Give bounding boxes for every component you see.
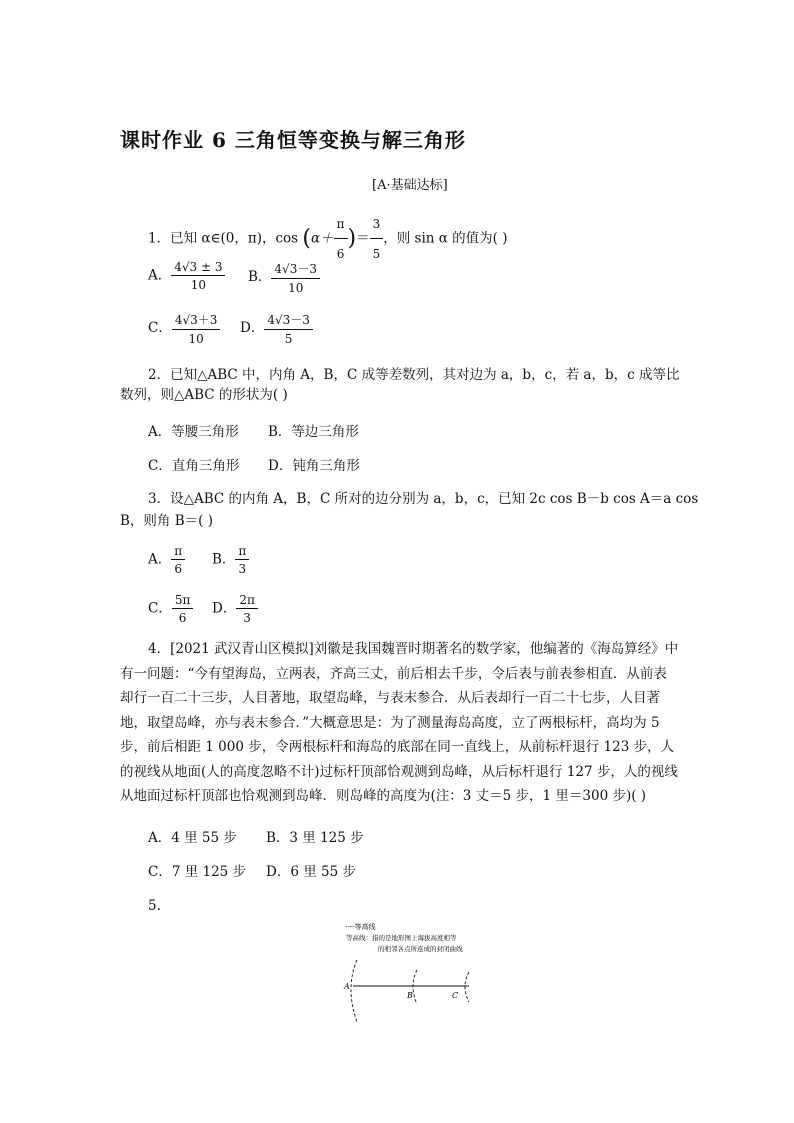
question-4-text: 4．[2021 武汉青山区模拟]刘徽是我国魏晋时期著名的数学家，他编著的《海岛算经》中有一问题：“今有望海岛，立两表，齐高三丈，前后相去千步，令后表与前表参相直．从前表却行一百二十三步，人目著地，取望岛峰，与表末参合．从后表却行一百二十七步，人目著地，取望岛峰，亦与表末参合．”大概意思是：为了测量海岛高度，立了两根标杆，高均为 5 步，前后相距 1 000 步，令两根标杆和海岛的底部在同一直线上，从前标杆退行 123 步，人的视线从地面(人的高度忽略不计)过标杆顶部恰观测到岛峰，从后标杆退行 127 步，人的视线从地面过标杆顶部也恰观测到岛峰．则岛峰的高度为(注：3 丈＝5 步，1 里＝300 步)( ) [120, 641, 679, 804]
q1-pi-over-6: $\frac{\pi}{6}$ [334, 211, 348, 267]
q1-option-c: C． $\frac{4√3+3}{10}$ [148, 311, 220, 346]
question-3-line2: B，则角 B＝( ) [120, 513, 213, 529]
q1-suffix: ，则 sin α 的值为( ) [383, 230, 508, 247]
q3-option-b: B． $\frac{\pi}{3}$ [212, 544, 249, 576]
q2-option-d: D．钝角三角形 [268, 458, 360, 474]
point-c-label: C [452, 991, 459, 1000]
q1-eq: ＝ [356, 230, 370, 247]
question-5-label: 5. [148, 898, 161, 914]
legend-label: ----等高线 [345, 923, 376, 931]
point-b-label: B [407, 991, 413, 1000]
contour-note-line2: 的相邻各点所连成的封闭曲线 [378, 945, 463, 953]
q4-option-a: A．4 里 55 步 [148, 830, 237, 846]
q3-option-d: D． $\frac{2\pi}{3}$ [212, 593, 258, 625]
page-title: 课时作业 6 三角恒等变换与解三角形 [120, 128, 466, 152]
q4-option-d: D．6 里 55 步 [266, 864, 356, 880]
q1-option-d: D． $\frac{4√3-3}{5}$ [240, 311, 313, 346]
question-2-line1: 2．已知△ABC 中，内角 A，B，C 成等差数列，其对边为 a，b，c，若 a，b，c 成等比 [148, 367, 680, 383]
q4-option-c: C．7 里 125 步 [148, 864, 247, 880]
q4-option-b: B．3 里 125 步 [266, 830, 364, 846]
q1-inner: α＋ [311, 230, 334, 247]
question-2-line2: 数列，则△ABC 的形状为( ) [120, 387, 288, 403]
q3-option-a: A． $\frac{\pi}{6}$ [148, 544, 185, 576]
q1-option-a: A． $\frac{4√3 \pm 3}{10}$ [148, 260, 225, 292]
q2-option-b: B．等边三角形 [268, 424, 359, 440]
point-a-label: A [344, 982, 350, 991]
question-1-stem [148, 211, 508, 267]
q3-option-c: C． $\frac{5\pi}{6}$ [148, 593, 193, 625]
question-3-line1: 3．设△ABC 的内角 A，B，C 所对的边分别为 a，b，c，已知 2c cos B－b cos A＝a cos [148, 491, 699, 507]
q1-three-fifths: $\frac{3}{5}$ [370, 211, 384, 267]
right-paren: ) [347, 226, 357, 251]
q2-option-a: A．等腰三角形 [148, 424, 239, 440]
contour-line-c [465, 972, 469, 1002]
q2-option-c: C．直角三角形 [148, 458, 240, 474]
contour-line-b [413, 970, 417, 1004]
contour-note-line1: 等高线：指的是地形图上海拔高度相等 [346, 934, 457, 942]
contour-line-a [351, 960, 357, 1022]
contour-diagram [335, 918, 495, 1028]
left-paren: ( [302, 226, 311, 251]
q1-prefix: 1．已知 α∈(0，π)，cos [148, 230, 299, 247]
section-heading: [A·基础达标] [372, 178, 448, 193]
q1-option-b: B． $\frac{4√3-3}{10}$ [248, 260, 320, 295]
